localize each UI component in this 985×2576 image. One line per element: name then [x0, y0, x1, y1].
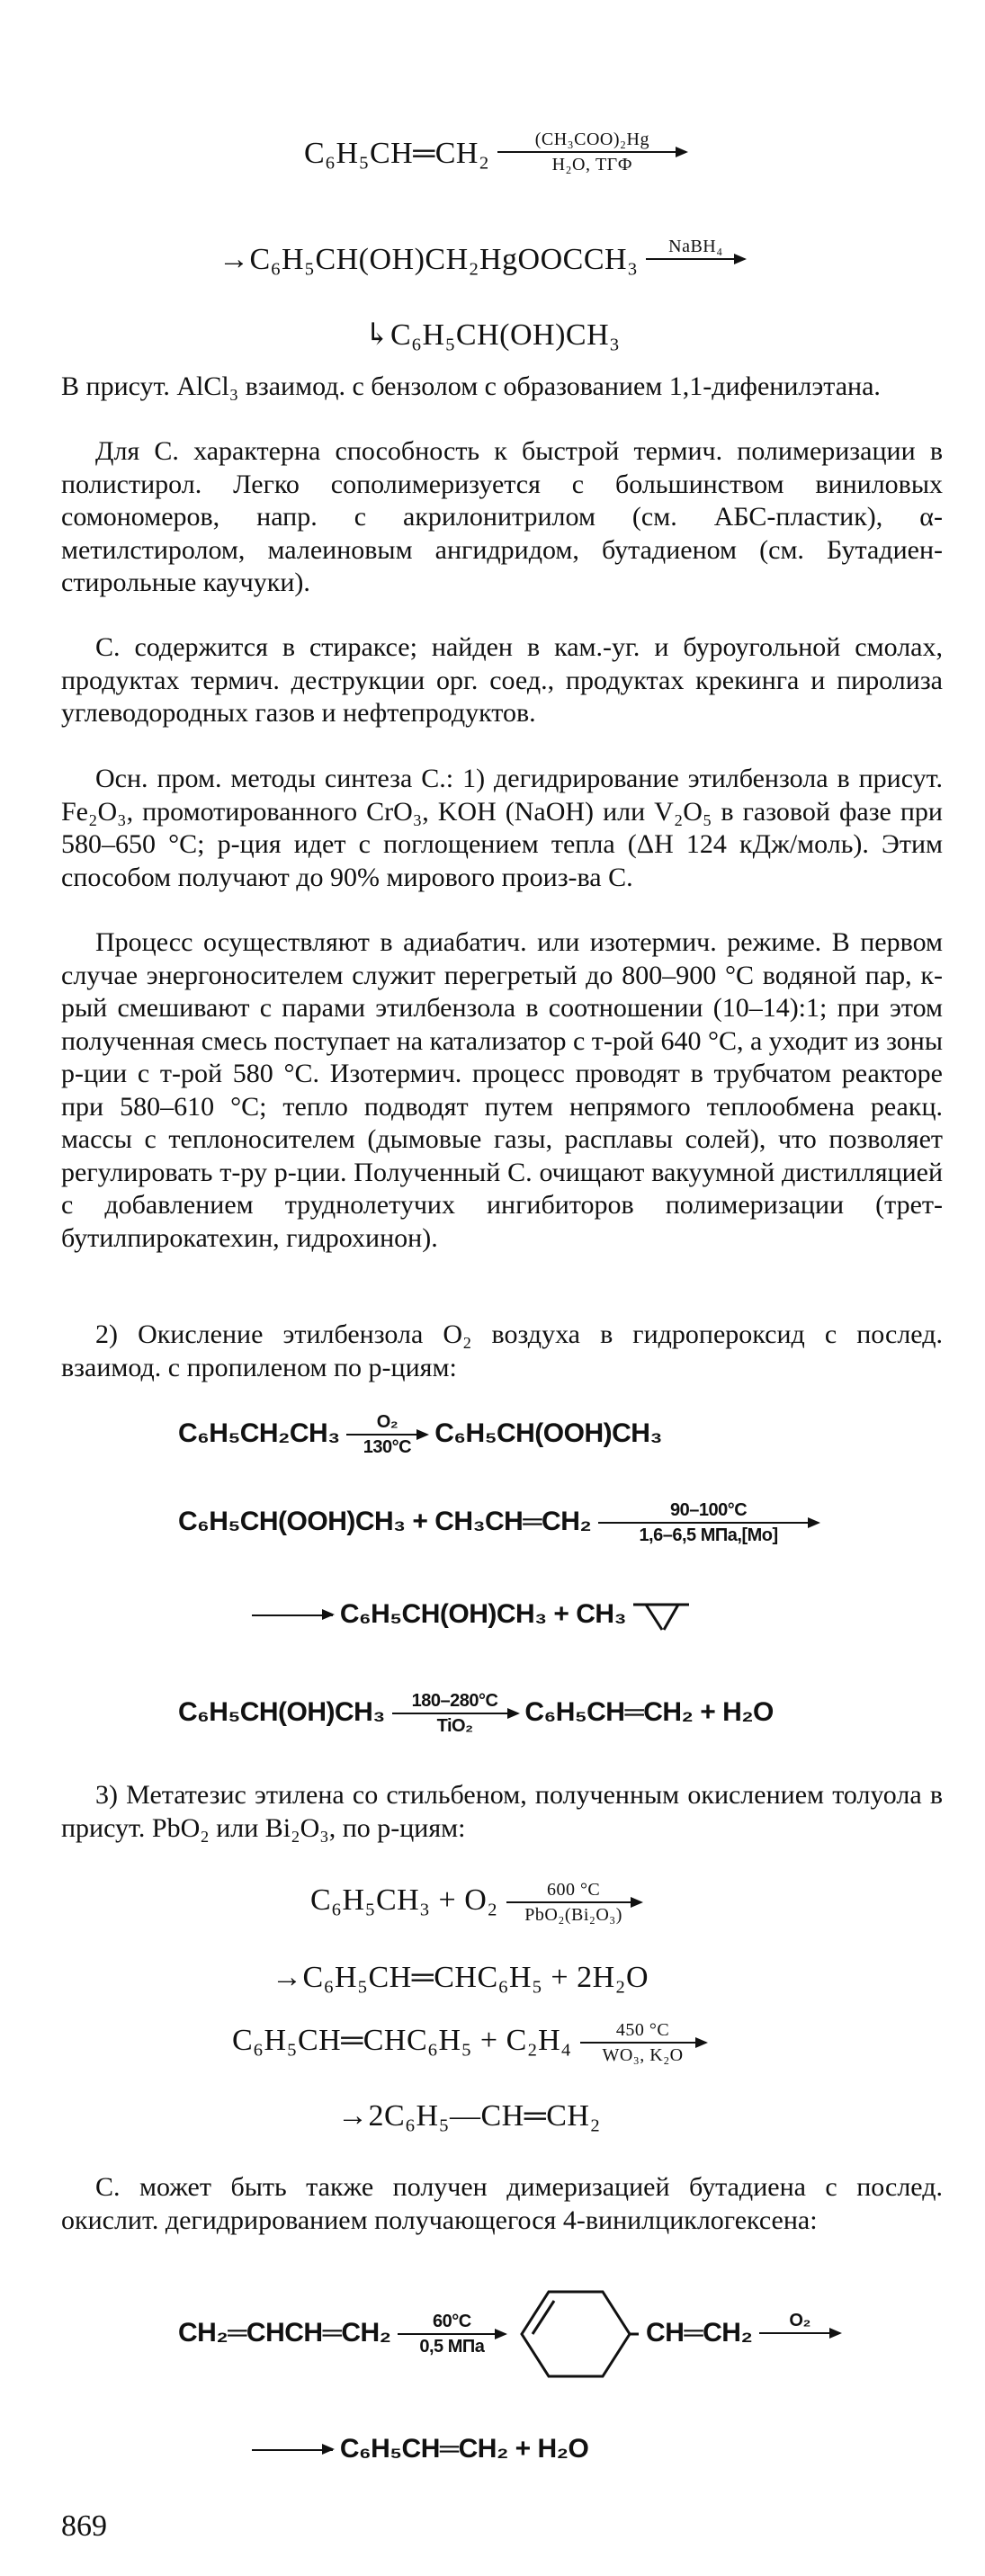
equation-10: [232, 2020, 706, 2065]
paragraph-5: Процесс осуществляют в адиабатич. или изотермич. режиме. В первом случае энергоносителем служит перегретый до 800–900 °С водяной пар, к-рый смешивают с парами этилбензола в соотношении (10–14):1; при этом полученная смесь поступает на катализатор с т-рой 640 °С, а уходит из зоны р-ции с т-рой 580 °С. Изотермич. процесс проводят в трубчатом реакторе при 580–610 °С; тепло подводят путем непрямого теплообмена реакц. массы с теплоносителем (дымовые газы, расплавы солей), что позволяет регулировать т-ру р-ции. Полученный С. очищают вакуумной дистилляцией с добавлением труднолетучих ингибиторов полимеризации (трет-бутилпирокатехин, гидрохинон).: [61, 927, 943, 1253]
equation-4-left: C₆H₅CH₂CH₃: [178, 1418, 340, 1448]
page-number: 869: [61, 2509, 107, 2543]
reaction-arrow: [506, 1880, 641, 1925]
equation-12-substituent: CH═CH₂: [646, 2317, 753, 2348]
long-arrow: [252, 2449, 333, 2451]
equation-6: [252, 1594, 696, 1637]
equation-8-left: C₆H₅CH₃ + O₂: [310, 1883, 498, 1917]
reaction-arrow: [646, 237, 745, 262]
equation-10-left: C₆H₅CH═CHC₆H₅ + C₂H₄: [232, 2023, 572, 2057]
paragraph-8: С. может быть также получен димеризацией бутадиена с послед. окислит. дегидрированием получающегося 4-винилциклогексена:: [61, 2172, 943, 2235]
arrow-condition-top: 450 °C: [615, 2020, 670, 2040]
reaction-arrow: [392, 1691, 518, 1736]
equation-9: [272, 1961, 649, 1995]
paragraph-6: 2) Окисление этилбензола O₂ воздуха в гидропероксид с послед. взаимод. с пропиленом по р-циям:: [61, 1319, 943, 1382]
equation-13-right: C₆H₅CH═CH₂ + H₂O: [339, 2434, 589, 2464]
equation-5-left: C₆H₅CH(OOH)CH₃ + CH₃CH═CH₂: [178, 1506, 592, 1536]
equation-1-reactant: C₆H₅CH═CH₂: [304, 136, 490, 170]
arrow-condition-top: O₂: [789, 2311, 810, 2330]
equation-11-right: →2C₆H₅—CH═CH₂: [337, 2099, 601, 2133]
equation-11: [337, 2099, 601, 2133]
equation-12: [178, 2285, 840, 2384]
arrow-condition-top: 60°C: [433, 2312, 471, 2331]
long-arrow: [252, 1614, 333, 1616]
paragraph-7: 3) Метатезис этилена со стильбеном, полученным окислением толуола в присут. PbO₂ или Bi₂O₃, по р-циям:: [61, 1780, 943, 1843]
arrow-condition-bottom: H₂O, ТГФ: [551, 155, 633, 174]
reaction-arrow: [398, 2312, 506, 2357]
paragraph-4: Осн. пром. методы синтеза С.: 1) дегидрирование этилбензола в присут. Fe₂O₃, промотированного CrO₃, KOH (NaOH) или V₂O₅ в газовой фазе при 580–650 °С; р-ция идет с поглощением тепла (ΔH 124 кДж/моль). Этим способом получают до 90% мирового произ-ва С.: [61, 764, 943, 892]
equation-13: [252, 2434, 588, 2464]
reaction-arrow: [580, 2020, 706, 2065]
equation-8: [310, 1880, 641, 1925]
arrow-condition-bottom: TiO₂: [436, 1716, 473, 1736]
reaction-arrow: [759, 2311, 840, 2336]
equation-4-right: C₆H₅CH(OOH)CH₃: [434, 1418, 662, 1448]
paragraph-3: С. содержится в стираксе; найден в кам.-уг. и буроугольной смолах, продуктах термич. деструкции орг. соед., продуктах крекинга и пиролиза углеводородных газов и нефтепродуктов.: [61, 632, 943, 728]
equation-5: [178, 1500, 819, 1545]
equation-3-product: ↳C₆H₅CH(OH)CH₃: [364, 318, 621, 352]
equation-6-right: C₆H₅CH(OH)CH₃ + CH₃: [339, 1598, 626, 1629]
arrow-condition-bottom: 0,5 MПa: [419, 2337, 485, 2357]
arrow-condition-bottom: PbO₂(Bi₂O₃): [524, 1905, 622, 1925]
epoxide-ring-icon: [633, 1594, 696, 1637]
arrow-condition-bottom: 1,6–6,5 MПa,[Mo]: [639, 1525, 778, 1545]
arrow-condition-top: NaBH₄: [668, 237, 723, 257]
paragraph-1: В присут. AlCl₃ взаимод. с бензолом с образованием 1,1-дифенилэтана.: [61, 371, 881, 401]
arrow-condition-top: O₂: [376, 1412, 398, 1432]
cyclohexene-ring-icon: [513, 2285, 639, 2384]
equation-7: [178, 1691, 774, 1736]
reaction-arrow: [497, 130, 686, 174]
equation-3: [364, 317, 621, 353]
arrow-condition-top: 180–280°C: [411, 1691, 498, 1711]
paragraph-2: Для С. характерна способность к быстрой термич. полимеризации в полистирол. Легко сополимеризуется с большинством виниловых сомономеров, напр. с акрилонитрилом (см. АБС-пластик), α-метилстиролом, малеиновым ангидридом, бутадиеном (см. Бутадиен-стирольные каучуки).: [61, 436, 943, 597]
arrow-condition-top: (CH₃COO)₂Hg: [534, 130, 649, 149]
equation-4: [178, 1412, 662, 1457]
arrow-condition-top: 600 °C: [546, 1880, 601, 1900]
arrow-condition-bottom: WO₃, K₂O: [602, 2045, 684, 2065]
equation-1: [304, 130, 686, 178]
equation-7-left: C₆H₅CH(OH)CH₃: [178, 1696, 385, 1727]
arrow-condition-bottom: 130°C: [363, 1437, 412, 1457]
reaction-arrow: [598, 1500, 819, 1545]
arrow-condition-top: 90–100°C: [669, 1500, 748, 1520]
reaction-arrow: [346, 1412, 427, 1457]
equation-2-product: →C₆H₅CH(OH)CH₂HgOOCCH₃: [219, 243, 639, 276]
equation-2: [219, 237, 745, 277]
equation-12-left: CH₂═CHCH═CH₂: [178, 2317, 391, 2348]
equation-9-right: →C₆H₅CH═CHC₆H₅ + 2H₂O: [272, 1961, 649, 1994]
equation-7-right: C₆H₅CH═CH₂ + H₂O: [524, 1696, 774, 1727]
